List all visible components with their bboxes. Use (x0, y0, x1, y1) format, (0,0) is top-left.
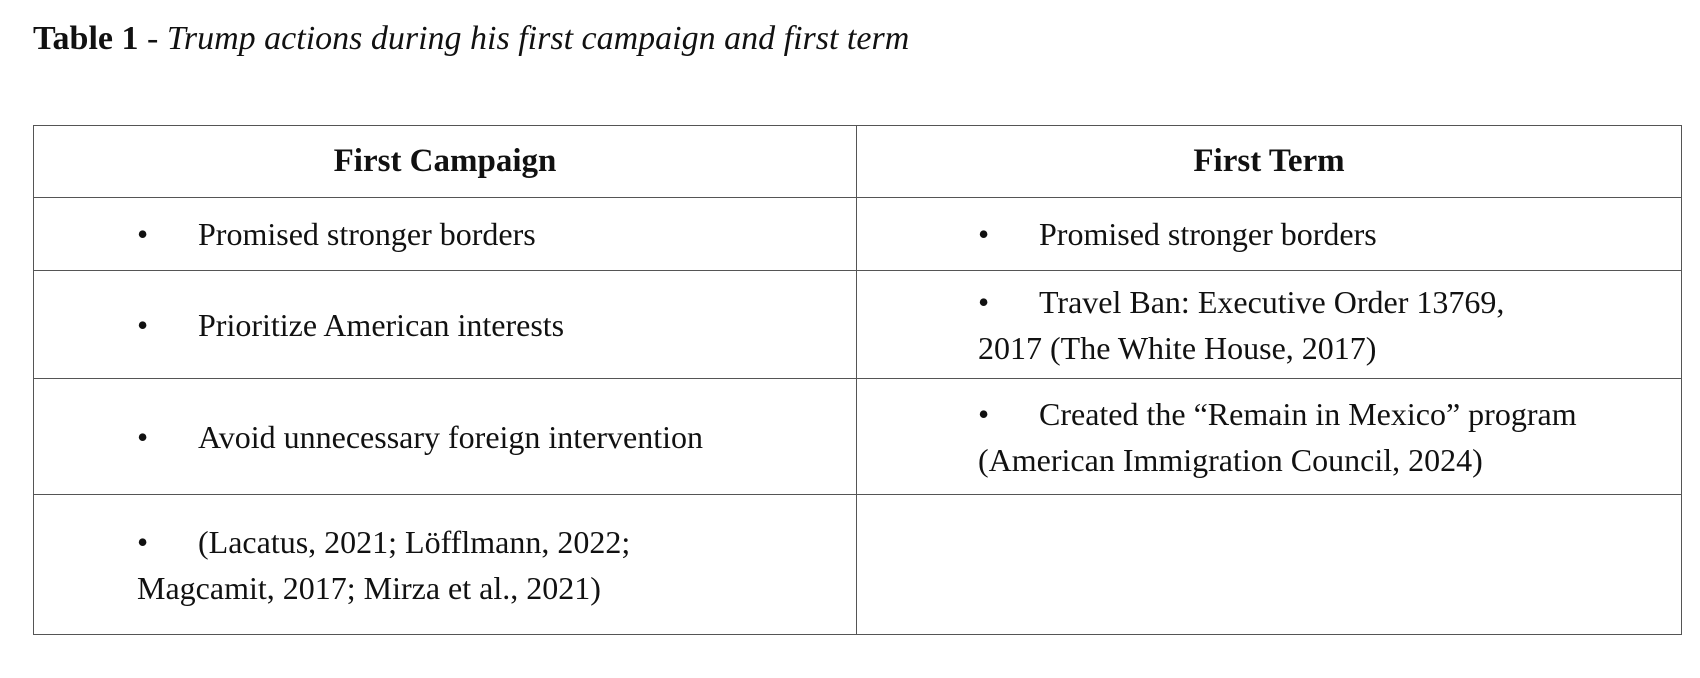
cell-line (857, 391, 1681, 437)
table-row (34, 379, 1682, 495)
bullet-icon: • (137, 523, 149, 560)
cell-line: 2017 (The White House, 2017) (978, 329, 1377, 366)
cell-line (34, 302, 856, 348)
bullet-icon: • (978, 395, 990, 432)
bullet-icon: • (137, 216, 149, 252)
table-caption-label: Table 1 (33, 20, 139, 57)
header-first-term: First Term (857, 126, 1682, 198)
campaign-cell (34, 379, 857, 495)
campaign-cell (34, 495, 857, 635)
campaign-cell (34, 271, 857, 379)
cell-text: Promised stronger borders (198, 216, 536, 252)
term-cell (857, 379, 1682, 495)
table-row (34, 495, 1682, 635)
cell-text: Created the “Remain in Mexico” program (1039, 395, 1577, 432)
cell-text: Avoid unnecessary foreign intervention (198, 418, 704, 455)
cell-line (34, 414, 856, 460)
table-caption (33, 16, 909, 62)
header-first-campaign: First Campaign (34, 126, 857, 198)
bullet-icon: • (137, 306, 149, 343)
campaign-cell (34, 198, 857, 271)
term-cell-empty (857, 495, 1682, 635)
cell-text: (Lacatus, 2021; Löfflmann, 2022; (198, 523, 631, 560)
cell-text: Prioritize American interests (198, 306, 565, 343)
term-cell (857, 198, 1682, 271)
actions-table (33, 125, 1682, 635)
cell-text: Travel Ban: Executive Order 13769, (1039, 283, 1505, 320)
table-row (34, 271, 1682, 379)
table-caption-separator: - (138, 20, 167, 57)
table-header-row (34, 126, 1682, 198)
cell-line: Magcamit, 2017; Mirza et al., 2021) (137, 569, 601, 606)
bullet-icon: • (137, 418, 149, 455)
cell-line (34, 211, 856, 257)
term-cell (857, 271, 1682, 379)
cell-line (857, 279, 1681, 325)
cell-line: (American Immigration Council, 2024) (978, 441, 1483, 478)
cell-line (857, 211, 1681, 257)
bullet-icon: • (978, 216, 990, 252)
table-caption-title: Trump actions during his first campaign and first term (166, 20, 910, 57)
cell-text: Promised stronger borders (1039, 216, 1377, 252)
table-row (34, 198, 1682, 271)
cell-line (34, 519, 856, 565)
bullet-icon: • (978, 283, 990, 320)
